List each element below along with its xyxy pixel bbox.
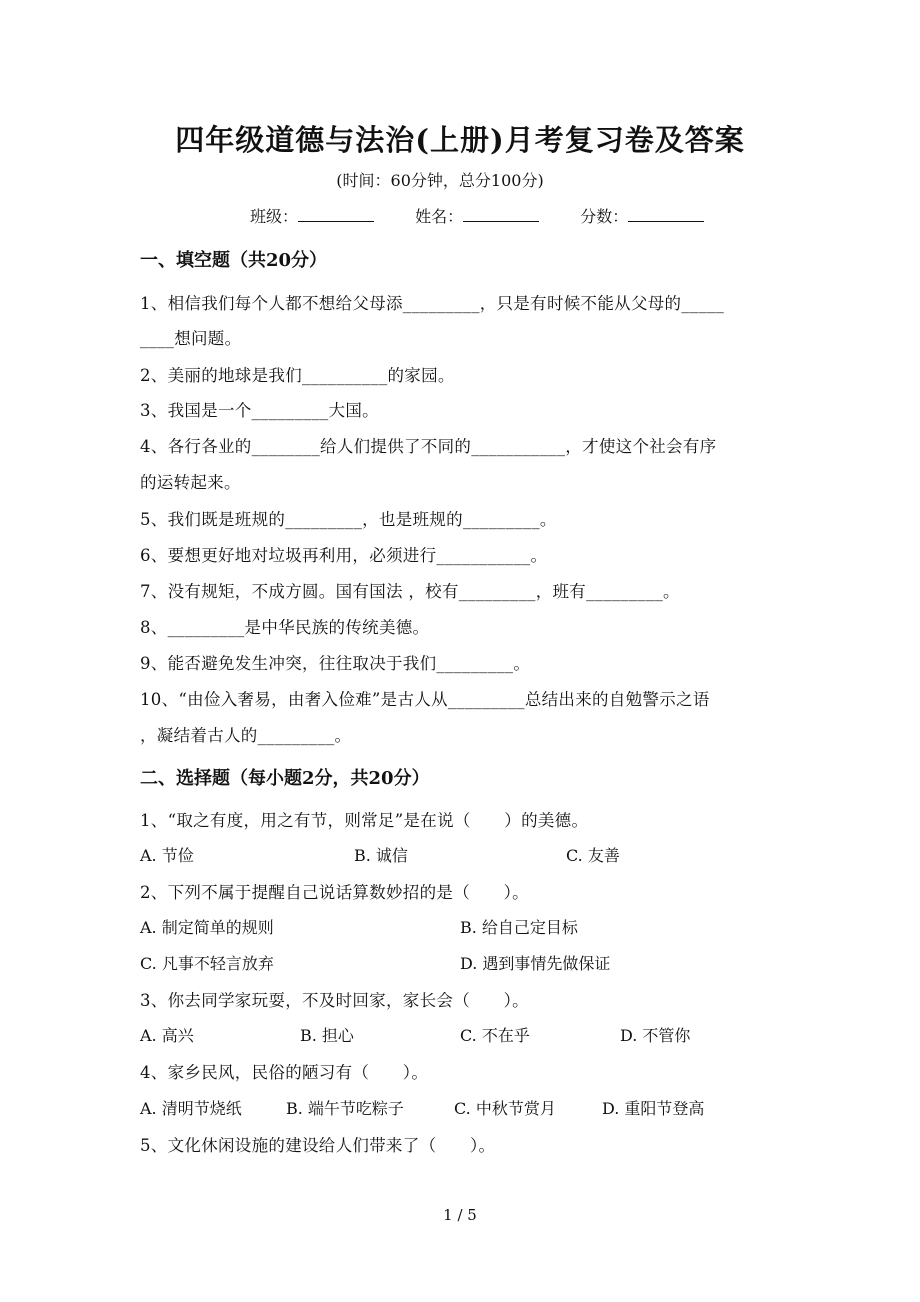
exam-time-note: (时间：60分钟，总分100分) bbox=[336, 171, 544, 190]
option-d[interactable]: D. 遇到事情先做保证 bbox=[460, 954, 611, 973]
option-a[interactable]: A. 制定简单的规则 bbox=[140, 918, 274, 937]
student-info-row bbox=[250, 204, 704, 227]
fill-question-line: 7、没有规矩，不成方圆。国有国法 ，校有_________，班有_________。 bbox=[140, 582, 680, 601]
option-b[interactable]: B. 诚信 bbox=[354, 846, 408, 865]
fill-question-line: 8、_________是中华民族的传统美德。 bbox=[140, 618, 430, 637]
section-choice-heading: 二、选择题（每小题2分，共20分） bbox=[140, 768, 430, 789]
score-blank[interactable] bbox=[628, 207, 704, 222]
option-b[interactable]: B. 给自己定目标 bbox=[460, 918, 578, 937]
fill-question-line: 9、能否避免发生冲突，往往取决于我们_________。 bbox=[140, 654, 531, 673]
option-a[interactable]: A. 高兴 bbox=[140, 1026, 194, 1045]
option-d[interactable]: D. 不管你 bbox=[620, 1026, 691, 1045]
fill-question-line: 2、美丽的地球是我们__________的家园。 bbox=[140, 366, 455, 385]
fill-question-line: ，凝结着古人的_________。 bbox=[140, 726, 352, 745]
page-number: 1 / 5 bbox=[443, 1206, 477, 1224]
choice-question-1: 1、“取之有度，用之有节，则常足”是在说（ ）的美德。 bbox=[140, 811, 589, 830]
option-a[interactable]: A. 节俭 bbox=[140, 846, 194, 865]
score-label: 分数： bbox=[580, 207, 629, 226]
fill-question-line: ____想问题。 bbox=[140, 329, 242, 348]
name-blank[interactable] bbox=[463, 207, 539, 222]
page-title: 四年级道德与法治(上册)月考复习卷及答案 bbox=[175, 123, 745, 157]
class-label: 班级： bbox=[250, 207, 299, 226]
option-a[interactable]: A. 清明节烧纸 bbox=[140, 1099, 242, 1118]
choice-question-5: 5、文化休闲设施的建设给人们带来了（ ）。 bbox=[140, 1136, 496, 1155]
fill-question-line: 3、我国是一个_________大国。 bbox=[140, 401, 379, 420]
choice-question-4: 4、家乡民风，民俗的陋习有（ ）。 bbox=[140, 1063, 429, 1082]
name-label: 姓名： bbox=[415, 207, 464, 226]
option-c[interactable]: C. 友善 bbox=[566, 846, 620, 865]
section-fill-blank-heading: 一、填空题（共20分） bbox=[140, 250, 328, 271]
fill-question-line: 4、各行各业的________给人们提供了不同的___________，才使这个社会有序 bbox=[140, 437, 717, 456]
fill-question-line: 5、我们既是班规的_________，也是班规的_________。 bbox=[140, 510, 557, 529]
option-b[interactable]: B. 端午节吃粽子 bbox=[286, 1099, 404, 1118]
option-c[interactable]: C. 中秋节赏月 bbox=[454, 1099, 556, 1118]
fill-question-line: 6、要想更好地对垃圾再利用，必须进行___________。 bbox=[140, 546, 548, 565]
choice-question-3: 3、你去同学家玩耍，不及时回家，家长会（ ）。 bbox=[140, 991, 529, 1010]
option-d[interactable]: D. 重阳节登高 bbox=[602, 1099, 705, 1118]
fill-question-line: 的运转起来。 bbox=[140, 473, 241, 492]
option-c[interactable]: C. 凡事不轻言放弃 bbox=[140, 954, 274, 973]
class-blank[interactable] bbox=[298, 207, 374, 222]
option-c[interactable]: C. 不在乎 bbox=[460, 1026, 530, 1045]
fill-question-line: 1、相信我们每个人都不想给父母添_________，只是有时候不能从父母的_____ bbox=[140, 294, 725, 313]
option-b[interactable]: B. 担心 bbox=[300, 1026, 354, 1045]
choice-question-2: 2、下列不属于提醒自己说话算数妙招的是（ ）。 bbox=[140, 883, 529, 902]
fill-question-line: 10、“由俭入奢易，由奢入俭难”是古人从_________总结出来的自勉警示之语 bbox=[140, 690, 710, 709]
